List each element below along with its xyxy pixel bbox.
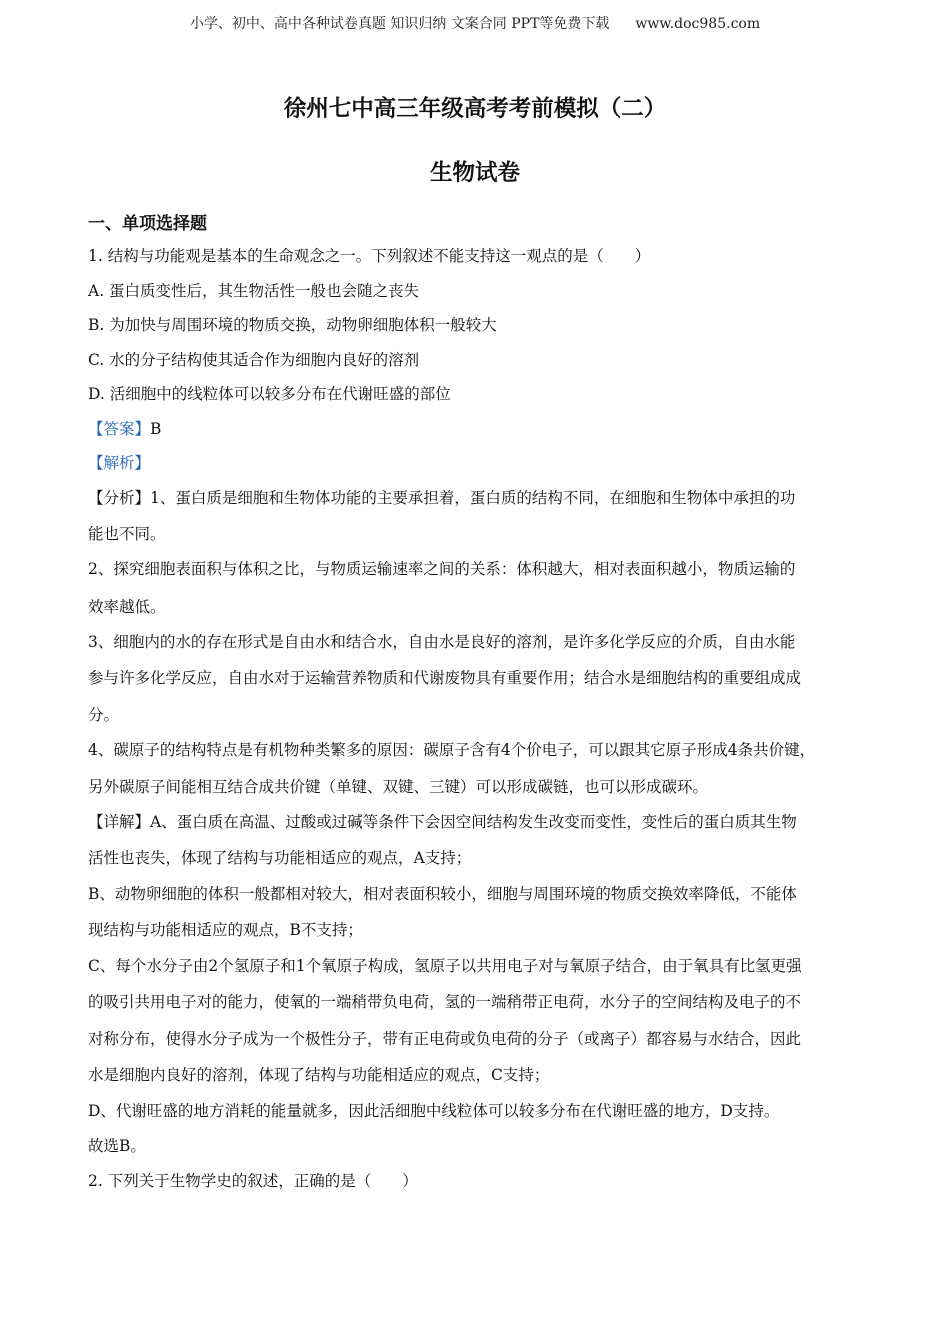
answer-value: B bbox=[150, 420, 162, 438]
answer-line bbox=[88, 419, 161, 439]
detail-line: 活性也丧失，体现了结构与功能相适应的观点，A支持； bbox=[88, 849, 472, 867]
header-site-link[interactable]: www.doc985.com bbox=[635, 16, 761, 32]
detail-line: C、每个水分子由2个氢原子和1个氧原子构成，氢原子以共用电子对与氧原子结合，由于氧具有比氢更强 bbox=[88, 957, 802, 975]
conclusion-line: 故选B。 bbox=[88, 1137, 146, 1155]
analysis-line: 2、探究细胞表面积与体积之比，与物质运输速率之间的关系：体积越大，相对表面积越小，物质运输的 bbox=[88, 560, 796, 578]
xiangjie-label: 【详解】 bbox=[88, 813, 151, 831]
question-stem: 1. 结构与功能观是基本的生命观念之一。下列叙述不能支持这一观点的是（ ） bbox=[88, 247, 651, 265]
page-subtitle: 生物试卷 bbox=[429, 160, 520, 186]
option-b: B. 为加快与周围环境的物质交换，动物卵细胞体积一般较大 bbox=[88, 316, 497, 334]
analysis-line: 3、细胞内的水的存在形式是自由水和结合水，自由水是良好的溶剂，是许多化学反应的介质，自由水能 bbox=[88, 633, 796, 651]
section-heading: 一、单项选择题 bbox=[88, 214, 207, 234]
option-d: D. 活细胞中的线粒体可以较多分布在代谢旺盛的部位 bbox=[88, 385, 451, 403]
analysis-line: 参与许多化学反应，自由水对于运输营养物质和代谢废物具有重要作用；结合水是细胞结构的重要组成成 bbox=[88, 669, 802, 687]
detail-line: 对称分布，使得水分子成为一个极性分子，带有正电荷或负电荷的分子（或离子）都容易与水结合，因此 bbox=[88, 1030, 802, 1048]
detail-line: B、动物卵细胞的体积一般都相对较大，相对表面积较小，细胞与周围环境的物质交换效率降低，不能体 bbox=[88, 885, 797, 903]
fenxi-label: 【分析】 bbox=[88, 489, 151, 507]
page-title: 徐州七中高三年级高考考前模拟（二） bbox=[283, 96, 667, 122]
answer-label: 【答案】 bbox=[88, 420, 151, 438]
option-a: A. 蛋白质变性后，其生物活性一般也会随之丧失 bbox=[88, 282, 420, 300]
analysis-line: 另外碳原子间能相互结合成共价键（单键、双键、三键）可以形成碳链，也可以形成碳环。 bbox=[88, 778, 709, 796]
analysis-line: 效率越低。 bbox=[88, 598, 166, 616]
detail-line: 水是细胞内良好的溶剂，体现了结构与功能相适应的观点，C支持； bbox=[88, 1066, 550, 1084]
page-header bbox=[0, 13, 950, 33]
header-text: 小学、初中、高中各种试卷真题 知识归纳 文案合同 PPT等免费下载 bbox=[189, 16, 610, 32]
analysis-line: 能也不同。 bbox=[88, 525, 166, 543]
analysis-line: 4、碳原子的结构特点是有机物种类繁多的原因：碳原子含有4个价电子，可以跟其它原子形成4条共价键， bbox=[88, 741, 816, 759]
question-stem: 2. 下列关于生物学史的叙述，正确的是（ ） bbox=[88, 1172, 418, 1190]
analysis-label: 【解析】 bbox=[88, 454, 151, 472]
analysis-line: 分。 bbox=[88, 706, 120, 724]
detail-line: 【详解】A、蛋白质在高温、过酸或过碱等条件下会因空间结构发生改变而变性，变性后的蛋白质其生物 bbox=[88, 813, 797, 831]
option-c: C. 水的分子结构使其适合作为细胞内良好的溶剂 bbox=[88, 351, 420, 369]
detail-line: 的吸引共用电子对的能力，使氧的一端稍带负电荷，氢的一端稍带正电荷，水分子的空间结构及电子的不 bbox=[88, 993, 802, 1011]
detail-line: 现结构与功能相适应的观点，B不支持； bbox=[88, 921, 363, 939]
detail-line: D、代谢旺盛的地方消耗的能量就多，因此活细胞中线粒体可以较多分布在代谢旺盛的地方，D支持。 bbox=[88, 1102, 780, 1120]
analysis-line: 【分析】1、蛋白质是细胞和生物体功能的主要承担着，蛋白质的结构不同，在细胞和生物体中承担的功 bbox=[88, 489, 796, 507]
